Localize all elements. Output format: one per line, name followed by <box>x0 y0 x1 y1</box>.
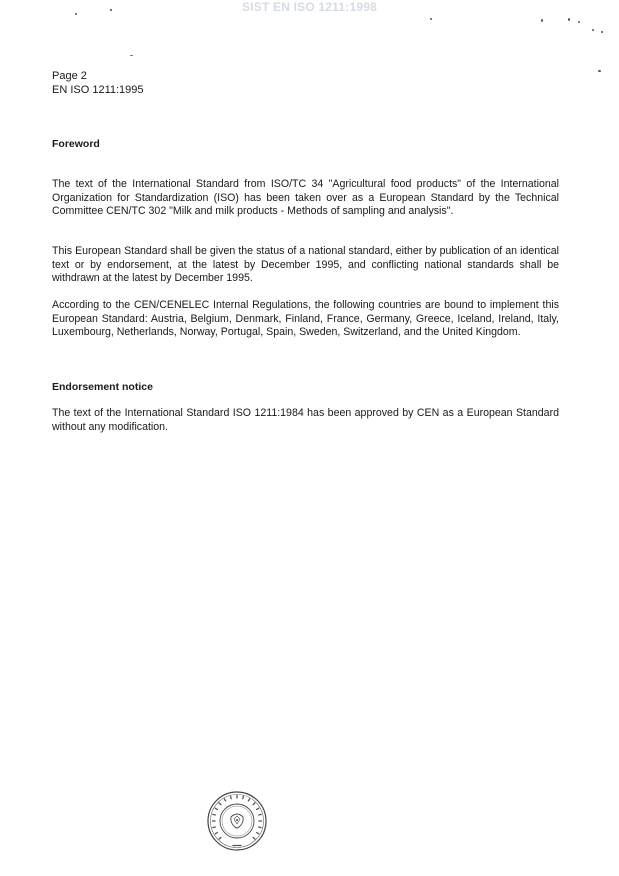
scan-speck <box>110 9 112 11</box>
scan-speck <box>598 70 601 72</box>
foreword-paragraph-2: This European Standard shall be given the status of a national standard, either by publication of an identical text or by endorsement, at the latest by December 1995, and conflicting national standards shall be withdrawn at the latest by December 1995. <box>52 245 559 285</box>
foreword-paragraph-3: According to the CEN/CENELEC Internal Regulations, the following countries are bound to implement this European Standard: Austria, Belgium, Denmark, Finland, France, Germany, Greece, Iceland, Ireland, Italy, Luxembourg, Netherlands, Norway, Portugal, Spain, Sweden, Switzerland, and the United Kingdom. <box>52 299 559 339</box>
page-header <box>52 69 144 97</box>
scan-speck <box>130 55 133 56</box>
endorsement-paragraph: The text of the International Standard ISO 1211:1984 has been approved by CEN as a European Standard without any modification. <box>52 407 559 433</box>
scan-speck <box>568 18 570 21</box>
endorsement-heading: Endorsement notice <box>52 381 153 393</box>
scan-speck <box>578 21 580 23</box>
page-number: Page 2 <box>52 70 87 82</box>
watermark: SIST EN ISO 1211:1998 <box>242 0 377 14</box>
standard-reference: EN ISO 1211:1995 <box>52 84 144 96</box>
scan-speck <box>75 13 77 15</box>
foreword-paragraph-1: The text of the International Standard from ISO/TC 34 "Agricultural food products" of the International Organization for Standardization (ISO) has been taken over as a European Standard by the Technical Committee CEN/TC 302 "Milk and milk products - Methods of sampling and analysis". <box>52 178 559 218</box>
scan-speck <box>601 31 603 33</box>
scan-speck <box>430 18 432 20</box>
scan-speck <box>592 29 594 31</box>
scan-speck <box>541 19 543 22</box>
foreword-heading: Foreword <box>52 138 100 150</box>
circular-stamp-icon <box>206 790 268 852</box>
